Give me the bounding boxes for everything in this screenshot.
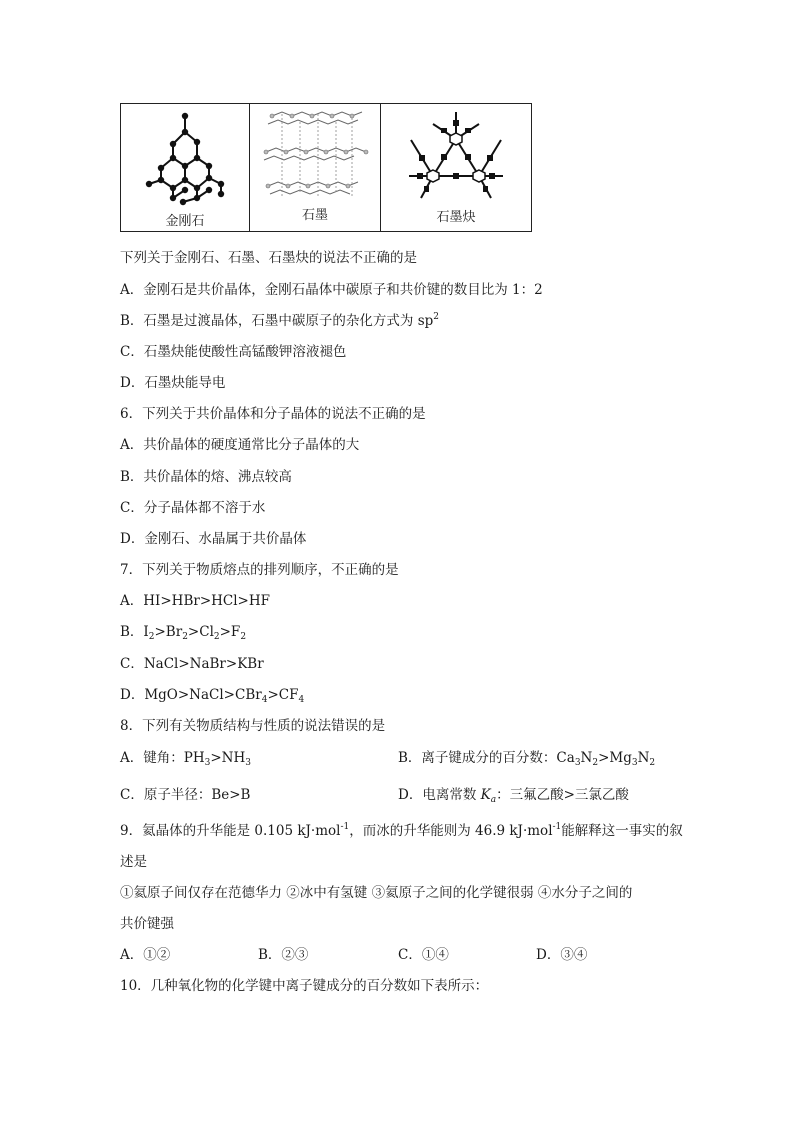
q8-stem: 8．下列有关物质结构与性质的说法错误的是 <box>120 718 386 734</box>
q8-option-c: C．原子半径：Be>B <box>120 787 251 803</box>
q7-option-d: D．$MgO>NaCl>CBr_4>CF_4$ <box>120 687 305 705</box>
q5-option-a: A．金刚石是共价晶体，金刚石晶体中碳原子和共价键的数目比为 1：2 <box>120 282 543 298</box>
q6-option-b: B．共价晶体的熔、沸点较高 <box>120 469 292 485</box>
graphyne-cell <box>381 104 531 231</box>
graphite-cell <box>250 104 381 231</box>
q5-stem: 下列关于金刚石、石墨、石墨炔的说法不正确的是 <box>120 250 417 266</box>
q5-option-c: C．石墨炔能使酸性高锰酸钾溶液褪色 <box>120 344 347 360</box>
q8-option-a: A．键角：$PH_3>NH_3$ <box>120 750 251 768</box>
q5-option-b <box>120 312 439 330</box>
q6-option-d: D．金刚石、水晶属于共价晶体 <box>120 531 307 547</box>
diamond-cell <box>121 104 250 231</box>
q9-stem-line1: 9．氦晶体的升华能是 0.105 kJ·mol$^{-1}$，而冰的升华能则为 46.9 kJ·mol$^{-1}$能解释这一事实的叙 <box>120 822 683 839</box>
q9-stem-line2: 述是 <box>120 854 147 870</box>
q9-option-a: A．①② <box>120 947 171 963</box>
q9-option-d: D．③④ <box>536 947 588 963</box>
q9-items-line1: ①氦原子间仅存在范德华力 ②冰中有氢键 ③氦原子之间的化学键很弱 ④水分子之间的 <box>120 885 633 901</box>
q5-option-b-text: B．石墨是过渡晶体，石墨中碳原子的杂化方式为 sp <box>120 313 434 329</box>
q8-option-d: D．电离常数 $K_a$：三氟乙酸>三氯乙酸 <box>398 787 629 805</box>
q8-option-b: B．离子键成分的百分数：$Ca_3N_2>Mg_3N_2$ <box>398 750 656 768</box>
diamond-caption: 金刚石 <box>165 214 205 229</box>
graphite-caption: 石墨 <box>301 208 328 223</box>
q6-option-a: A．共价晶体的硬度通常比分子晶体的大 <box>120 437 360 453</box>
graphyne-caption: 石墨炔 <box>436 210 476 225</box>
q7-option-a: A．HI>HBr>HCl>HF <box>120 593 270 609</box>
q7-stem: 7．下列关于物质熔点的排列顺序，不正确的是 <box>120 562 399 578</box>
q9-option-c: C．①④ <box>398 947 449 963</box>
q7-option-b: B．$I_2>Br_2>Cl_2>F_2$ <box>120 624 247 642</box>
q10-stem: 10．几种氧化物的化学键中离子键成分的百分数如下表所示： <box>120 978 489 994</box>
q5-option-b-sup: 2 <box>433 312 440 322</box>
q6-stem: 6．下列关于共价晶体和分子晶体的说法不正确的是 <box>120 406 426 422</box>
q9-items-line2: 共价键强 <box>120 916 174 932</box>
q5-option-d: D．石墨炔能导电 <box>120 375 226 391</box>
q7-option-c: C．NaCl>NaBr>KBr <box>120 656 264 672</box>
q6-option-c: C．分子晶体都不溶于水 <box>120 500 266 516</box>
q9-option-b: B．②③ <box>258 947 309 963</box>
structure-figure-table <box>120 103 532 232</box>
